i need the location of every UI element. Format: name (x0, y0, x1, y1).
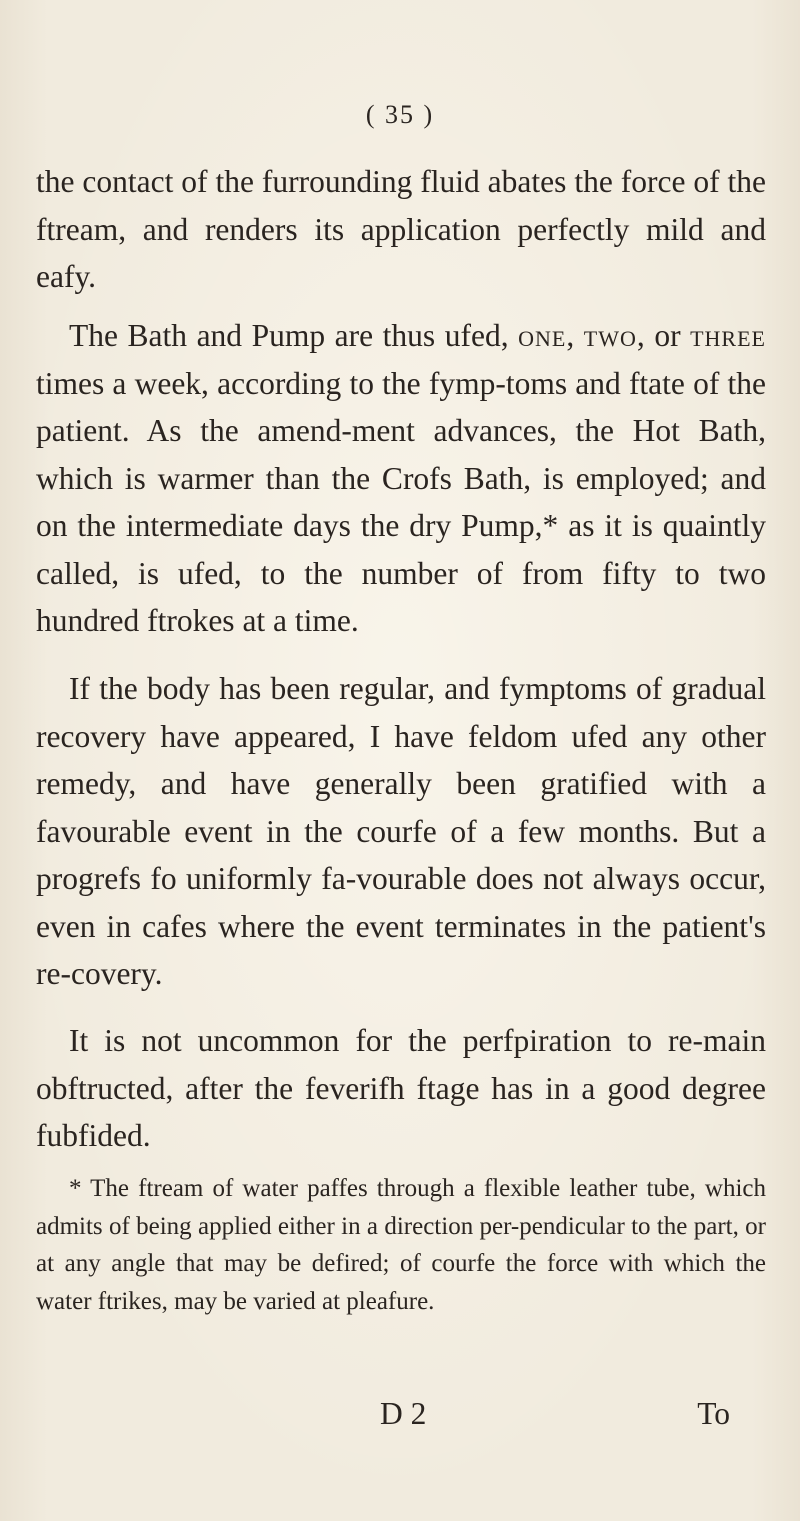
footnote: * The ftream of water paffes through a flexible leather tube, which admits of being applied either in a direction per-pendicular to the part, or at any angle that may be defired; of courfe the force with which the water ftrikes, may be varied at pleafure. (36, 1175, 766, 1315)
paragraph-text-segment: , or (636, 318, 691, 353)
signature-mark: D 2 (380, 1396, 427, 1431)
page-number: ( 35 ) (365, 100, 435, 129)
paragraph-recovery: If the body has been regular, and fymptoms of gradual recovery have appeared, I have feldom ufed any other remedy, and have generally been gratified with a favourable event in the courfe of a few months. But a progrefs fo uniformly fa-vourable does not always occur, even in cafes where the event terminates in the patient's re-covery. (36, 671, 766, 991)
paragraph-continuation: the contact of the furrounding fluid abates the force of the ftream, and renders its application perfectly mild and eafy. (36, 164, 766, 294)
small-caps-one: one (518, 318, 567, 353)
catchword: To (697, 1396, 730, 1431)
paragraph-bath-and-pump (36, 312, 766, 645)
paragraph-text-segment: The Bath and Pump are thus ufed, (69, 318, 519, 353)
paragraph-perspiration: It is not uncommon for the perfpiration to re-main obftructed, after the feverifh ftage has in a good degree fubfided. (36, 1023, 766, 1153)
paragraph-text-segment: times a week, according to the fymp-toms and ftate of the patient. As the amend-ment advances, the Hot Bath, which is warmer than the Crofs Bath, is employed; and on the intermediate days the dry Pump,* as it is quaintly called, is ufed, to the number of from fifty to two hundred ftrokes at a time. (36, 365, 766, 638)
small-caps-two: two (583, 318, 637, 353)
small-caps-three: three (690, 318, 766, 353)
paragraph-text-segment: , (566, 318, 584, 353)
